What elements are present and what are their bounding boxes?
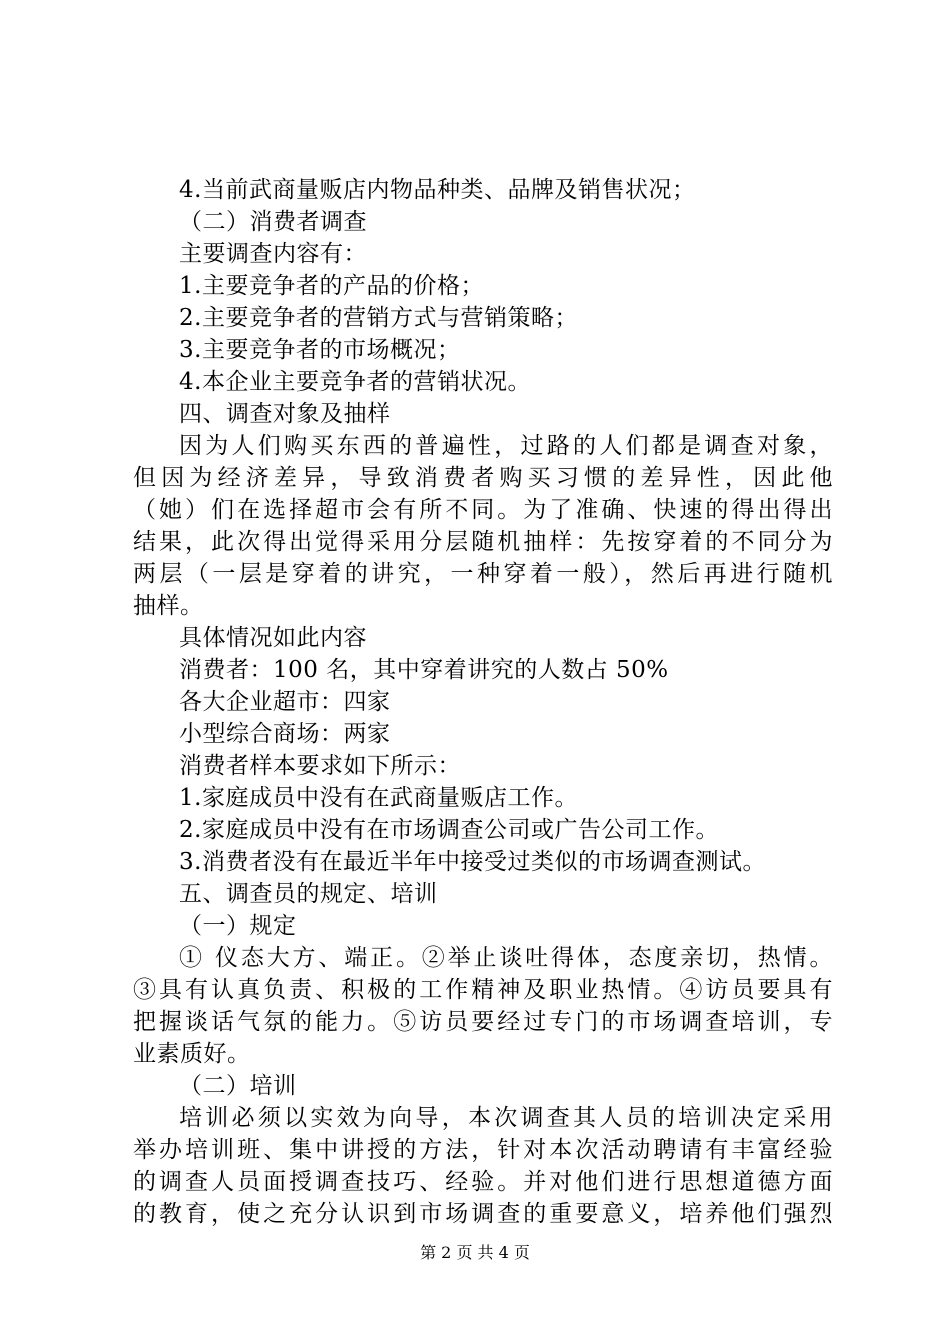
text-line: 4.本企业主要竞争者的营销状况。	[179, 369, 531, 395]
text-line: 四、调查对象及抽样	[179, 401, 391, 427]
text-line: 培训必须以实效为向导，本次调查其人员的培训决定采用	[179, 1105, 833, 1131]
text-line: （她）们在选择超市会有所不同。为了准确、快速的得出得出	[133, 497, 833, 523]
text-line: 的调查人员面授调查技巧、经验。并对他们进行思想道德方面	[133, 1169, 833, 1195]
text-line: 1.家庭成员中没有在武商量贩店工作。	[179, 785, 578, 811]
text-line: 五、调查员的规定、培训	[179, 881, 438, 907]
text-line: 主要调查内容有：	[179, 241, 367, 267]
text-line: 抽样。	[133, 593, 204, 619]
text-line: 结果，此次得出觉得采用分层随机抽样：先按穿着的不同分为	[133, 529, 833, 555]
text-line: 具体情况如此内容	[179, 625, 367, 651]
text-line: 小型综合商场：两家	[179, 721, 391, 747]
text-line: 举办培训班、集中讲授的方法，针对本次活动聘请有丰富经验	[133, 1137, 833, 1163]
text-line: 业素质好。	[133, 1041, 251, 1067]
text-line: 3.消费者没有在最近半年中接受过类似的市场调查测试。	[179, 849, 766, 875]
text-line: 各大企业超市：四家	[179, 689, 391, 715]
page-footer: 第 2 页 共 4 页	[420, 1243, 530, 1262]
text-line: 3.主要竞争者的市场概况；	[179, 337, 461, 363]
text-line: （二）消费者调查	[179, 209, 367, 235]
text-line: 但因为经济差异，导致消费者购买习惯的差异性，因此他	[133, 465, 833, 491]
text-line: 2.主要竞争者的营销方式与营销策略；	[179, 305, 578, 331]
document-body	[133, 174, 833, 1230]
text-line: 消费者：100 名，其中穿着讲究的人数占 50%	[179, 657, 669, 683]
text-line: 因为人们购买东西的普遍性，过路的人们都是调查对象，	[179, 433, 833, 459]
text-line: 的教育，使之充分认识到市场调查的重要意义，培养他们强烈	[133, 1201, 833, 1227]
text-line: 4.当前武商量贩店内物品种类、品牌及销售状况；	[179, 177, 696, 203]
text-line: 两层（一层是穿着的讲究，一种穿着一般），然后再进行随机	[133, 561, 833, 587]
text-line: ③具有认真负责、积极的工作精神及职业热情。④访员要具有	[133, 977, 833, 1003]
text-line: （二）培训	[179, 1073, 297, 1099]
text-line: ① 仪态大方、端正。②举止谈吐得体，态度亲切，热情。	[179, 945, 833, 971]
text-line: 2.家庭成员中没有在市场调查公司或广告公司工作。	[179, 817, 719, 843]
text-line: （一）规定	[179, 913, 297, 939]
text-line: 消费者样本要求如下所示：	[179, 753, 461, 779]
text-line: 把握谈话气氛的能力。⑤访员要经过专门的市场调查培训，专	[133, 1009, 833, 1035]
text-line: 1.主要竞争者的产品的价格；	[179, 273, 484, 299]
